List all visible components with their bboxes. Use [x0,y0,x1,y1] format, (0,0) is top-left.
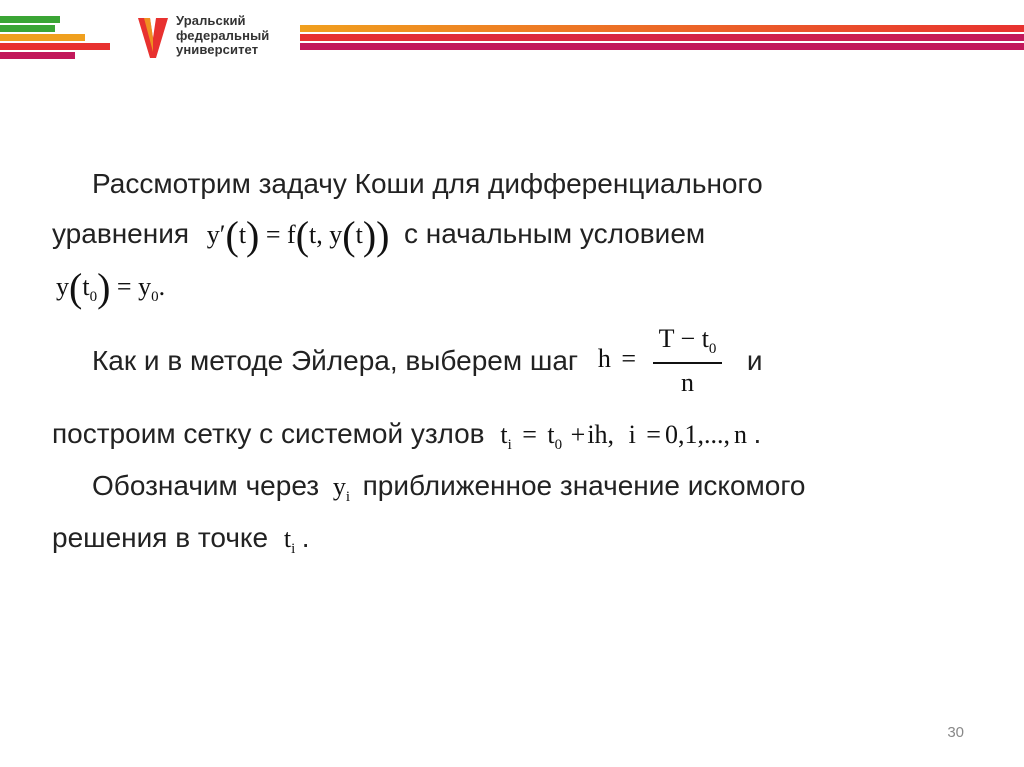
stripe-red-right [300,34,1024,41]
grid-formula: $t_i = t_0 +ih$, i = 0,1,..., n [500,420,747,453]
ural-university-logo-icon [136,16,170,60]
logo-text [176,14,269,58]
paragraph-4: Обозначим через $y_i$ приближенное значение искомого [92,470,806,505]
ti-symbol: $t_i$ [283,524,296,557]
step-formula: h = $\frac{T - t_0}{n}$ [598,344,735,373]
logo-line-2: федеральный [176,27,270,43]
paragraph-1-line-2: уравнения y′(t) = f(t, y(t)) с начальным условием [52,213,706,258]
logo-line-3: университет [176,42,259,57]
stripe-orange [0,34,85,41]
ode-formula: y′(t) = f(t, y(t)) [206,213,390,258]
logo-line-1: Уральский [176,13,246,28]
stripe-green-2 [0,25,55,32]
stripe-green [0,16,60,23]
stripe-red-left [0,43,110,50]
paragraph-5: решения в точке $t_i$ . [52,522,310,557]
yi-symbol: $y_i$ [332,472,351,505]
paragraph-1-line-1: Рассмотрим задачу Коши для дифференциального [92,168,763,199]
page-number: 30 [947,724,964,741]
paragraph-3: построим сетку с системой узлов $t_i = t_0 +ih$, i = 0,1,..., n . [52,418,762,453]
initial-condition-formula: $y(t_0) = y_0$. [56,265,166,310]
stripe-magenta-right [300,43,1024,50]
stripe-magenta-left [0,52,75,59]
university-logo [136,14,306,62]
stripe-orange-right [300,25,1024,32]
step-fraction: $\frac{T - t_0}{n}$ [653,324,723,398]
paragraph-2: Как и в методе Эйлера, выберем шаг h = $\frac{T - t_0}{n}$ и [92,324,763,397]
